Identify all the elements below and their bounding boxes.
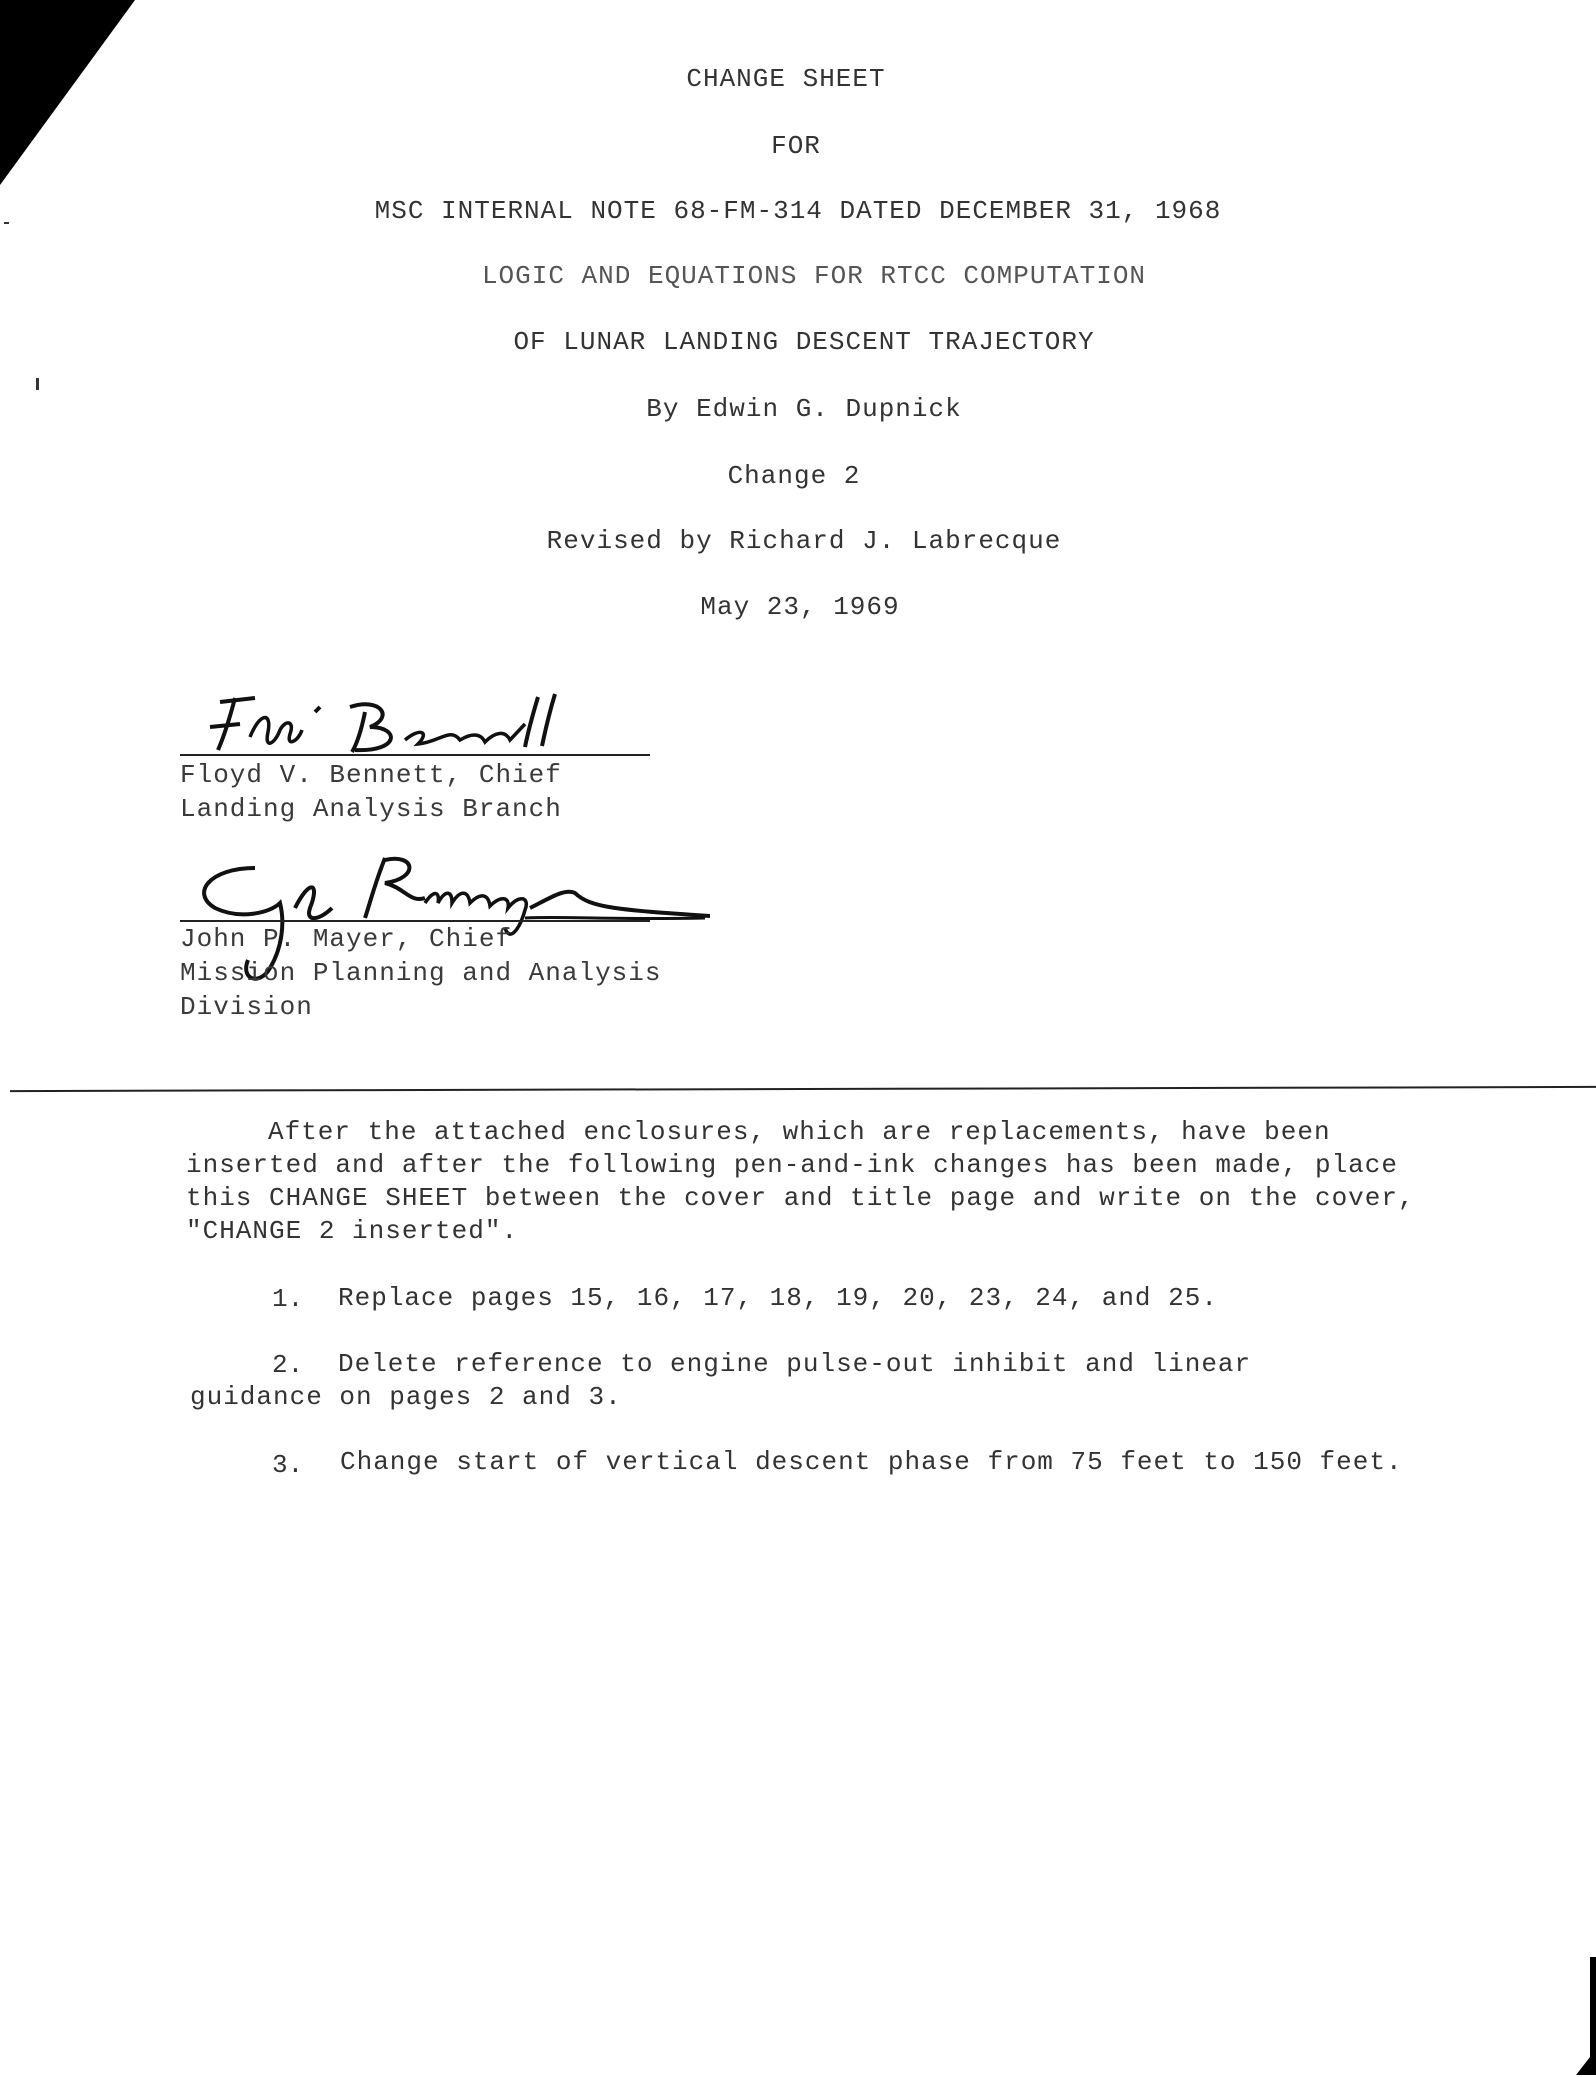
item-1-number: 1.	[272, 1284, 304, 1314]
section-divider	[10, 1086, 1596, 1092]
signatory-1-org: Landing Analysis Branch	[180, 794, 562, 824]
item-3-number: 3.	[272, 1450, 304, 1480]
scan-speck	[36, 378, 39, 390]
signatory-2	[180, 922, 661, 1024]
doc-subject-line1: LOGIC AND EQUATIONS FOR RTCC COMPUTATION	[481, 261, 1147, 291]
item-2-text: Delete reference to engine pulse-out inhibit and linear guidance on pages 2 and 3.	[190, 1349, 1268, 1412]
doc-revised-by: Revised by Richard J. Labrecque	[546, 526, 1062, 556]
signatory-1	[180, 758, 562, 826]
signatory-2-name: John P. Mayer, Chief	[180, 924, 513, 954]
instructions-paragraph: After the attached enclosures, which are replacements, have been inserted and after the following pen-and-ink changes has been made, place this CHANGE SHEET between the cover and title page and write on the cover, "CHANGE 2 inserted".	[186, 1117, 1432, 1246]
item-1-text: Replace pages 15, 16, 17, 18, 19, 20, 23, 24, and 25.	[338, 1283, 1218, 1313]
signatory-1-name: Floyd V. Bennett, Chief	[180, 760, 562, 790]
doc-internal-note: MSC INTERNAL NOTE 68-FM-314 DATED DECEMBER 31, 1968	[374, 196, 1222, 226]
item-2-number: 2.	[272, 1350, 304, 1380]
scan-edge-mark	[1576, 1957, 1596, 2077]
signature-line	[180, 754, 650, 756]
signatory-2-org: Mission Planning and Analysis	[180, 958, 662, 988]
doc-date: May 23, 1969	[700, 592, 900, 622]
doc-change-number: Change 2	[727, 461, 861, 491]
doc-subject-line2: OF LUNAR LANDING DESCENT TRAJECTORY	[513, 327, 1095, 357]
doc-for: FOR	[771, 131, 821, 161]
doc-author: By Edwin G. Dupnick	[646, 394, 962, 424]
item-3-text: Change start of vertical descent phase from 75 feet to 150 feet.	[340, 1447, 1403, 1477]
signature-bennett	[180, 672, 620, 762]
scan-corner-mark	[0, 0, 140, 190]
doc-title: CHANGE SHEET	[686, 64, 886, 94]
signatory-2-org-cont: Division	[180, 992, 313, 1022]
